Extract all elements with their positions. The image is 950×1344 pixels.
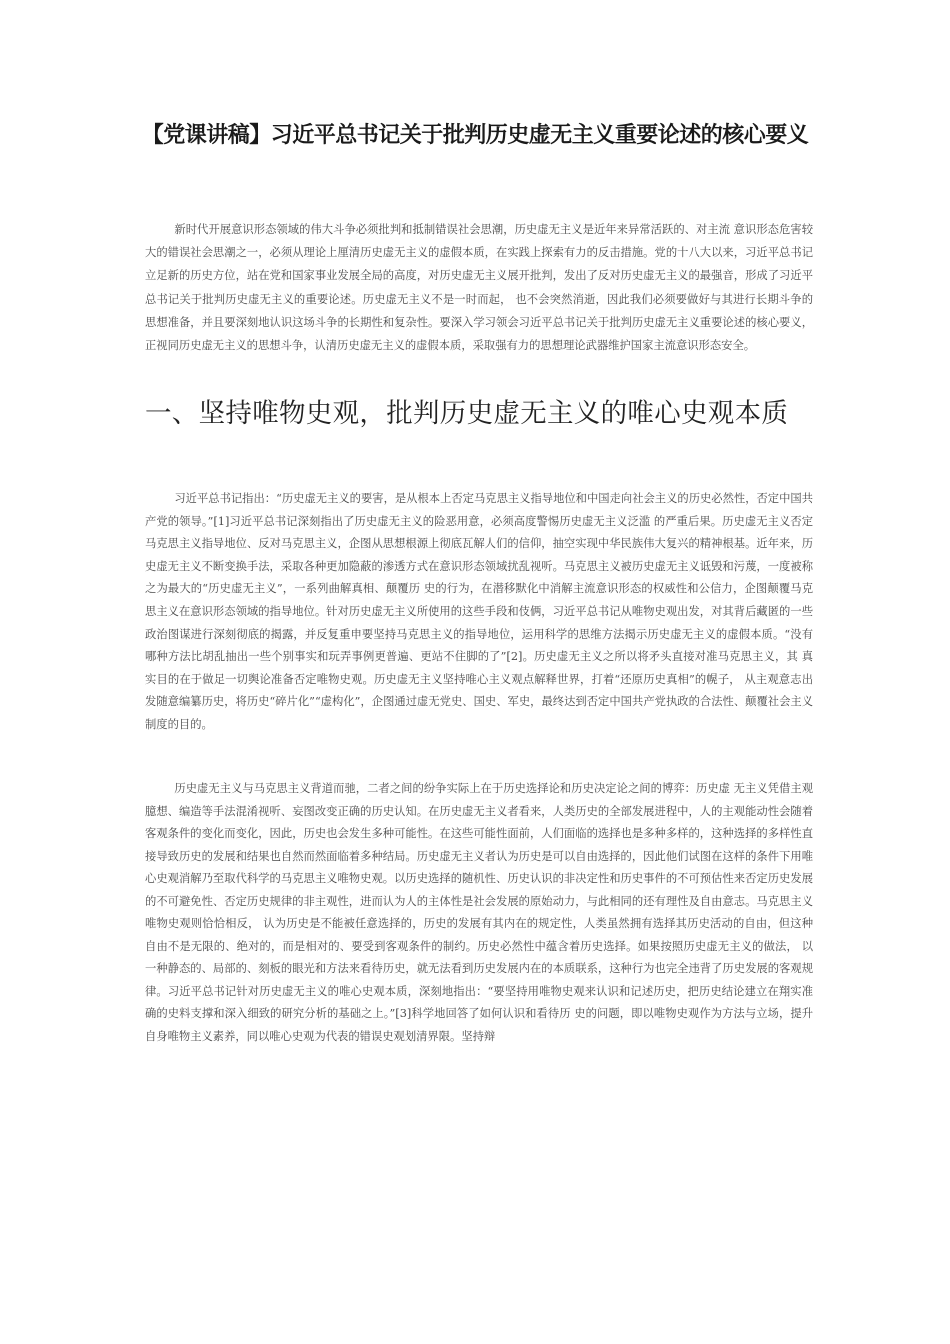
section-1-paragraph-2: 历史虚无主义与马克思主义背道而驰，二者之间的纷争实际上在于历史选择论和历史决定论之间的博弈：历史虚 无主义凭借主观臆想、编造等手法混淆视听、妄图改变正确的历史认知。在历史虚无主义者看来，人类历史的全部发展进程中，人的主观能动性会随着客观条件的变化而变化，因此，历史也会发生多种可能性。在这些可能性面前，人们面临的选择也是多种多样的，这种选择的多样性直接导致历史的发展和结果也自然而然面临着多种结局。历史虚无主义者认为历史是可以自由选择的，因此他们试图在这样的条件下用唯心史观消解乃至取代科学的马克思主义唯物史观。以历史选择的随机性、历史认识的非决定性和历史事件的不可预估性来否定历史发展的不可避免性、否定历史规律的非主观性，进而认为人的主体性是社会发展的原始动力，与此相同的还有理性及自由意志。马克思主义唯物史观则恰恰相反， 认为历史是不能被任意选择的，历史的发展有其内在的规定性，人类虽然拥有选择其历史活动的自由，但这种自由不是无限的、绝对的，而是相对的、要受到客观条件的制约。历史必然性中蕴含着历史选择。如果按照历史虚无主义的做法， 以一种静态的、局部的、刻板的眼光和方法来看待历史，就无法看到历史发展内在的本质联系，这种行为也完全违背了历史发展的客观规律。习近平总书记针对历史虚无主义的唯心史观本质，深刻地指出：“要坚持用唯物史观来认识和记述历史，把历史结论建立在翔实准确的史料支撑和深入细致的研究分析的基础之上。”[3]科学地回答了如何认识和看待历 史的问题，即以唯物史观作为方法与立场，提升自身唯物主义素养，同以唯心史观为代表的错误史观划清界限。坚持辩 <box>145 782 813 1043</box>
section-1-paragraph-1: 习近平总书记指出：“历史虚无主义的要害，是从根本上否定马克思主义指导地位和中国走向社会主义的历史必然性，否定中国共产党的领导。”[1]习近平总书记深刻指出了历史虚无主义的险恶用意，必须高度警惕历史虚无主义泛滥 的严重后果。历史虚无主义否定马克思主义指导地位、反对马克思主义，企图从思想根源上彻底瓦解人们的信仰，抽空实现中华民族伟大复兴的精神根基。近年来，历史虚无主义不断变换手法，采取各种更加隐蔽的渗透方式在意识形态领域扰乱视听。马克思主义被历史虚无主义诋毁和污蔑，一度被称之为最大的“历史虚无主义”，一系列曲解真相、颠覆历 史的行为，在潜移默化中消解主流意识形态的权威性和公信力，企图颠覆马克思主义在意识形态领域的指导地位。针对历史虚无主义所使用的这些手段和伎俩，习近平总书记从唯物史观出发，对其背后藏匿的一些政治图谋进行深刻彻底的揭露，并反复重申要坚持马克思主义的指导地位，运用科学的思维方法揭示历史虚无主义的虚假本质。“没有哪种方法比胡乱抽出一些个别事实和玩弄事例更普遍、更站不住脚的了”[2]。历史虚无主义之所以将矛头直接对准马克思主义，其 真实目的在于做足一切舆论准备否定唯物史观。历史虚无主义坚持唯心主义观点解释世界，打着“还原历史真相”的幌子， 从主观意志出发随意编纂历史，将历史“碎片化”“虚构化”，企图通过虚无党史、国史、军史，最终达到否定中国共产党执政的合法性、颠覆社会主义制度的目的。 <box>145 492 813 731</box>
intro-paragraph: 新时代开展意识形态领域的伟大斗争必须批判和抵制错误社会思潮，历史虚无主义是近年来异常活跃的、对主流 意识形态危害较大的错误社会思潮之一，必须从理论上厘清历史虚无主义的虚假本质，在实践上探索有力的反击措施。党的十八大以来，习近平总书记立足新的历史方位，站在党和国家事业发展全局的高度，对历史虚无主义展开批判，发出了反对历史虚无主义的最强音，形成了习近平总书记关于批判历史虚无主义的重要论述。历史虚无主义不是一时而起， 也不会突然消逝，因此我们必须要做好与其进行长期斗争的思想准备，并且要深刻地认识这场斗争的长期性和复杂性。要深入学习领会习近平总书记关于批判历史虚无主义重要论述的核心要义，正视同历史虚无主义的思想斗争，认清历史虚无主义的虚假本质，采取强有力的思想理论武器维护国家主流意识形态安全。 <box>145 223 813 353</box>
document-title: 【党课讲稿】习近平总书记关于批判历史虚无主义重要论述的核心要义 <box>141 123 809 148</box>
section-1-heading: 一、坚持唯物史观，批判历史虚无主义的唯心史观本质 <box>145 398 789 429</box>
